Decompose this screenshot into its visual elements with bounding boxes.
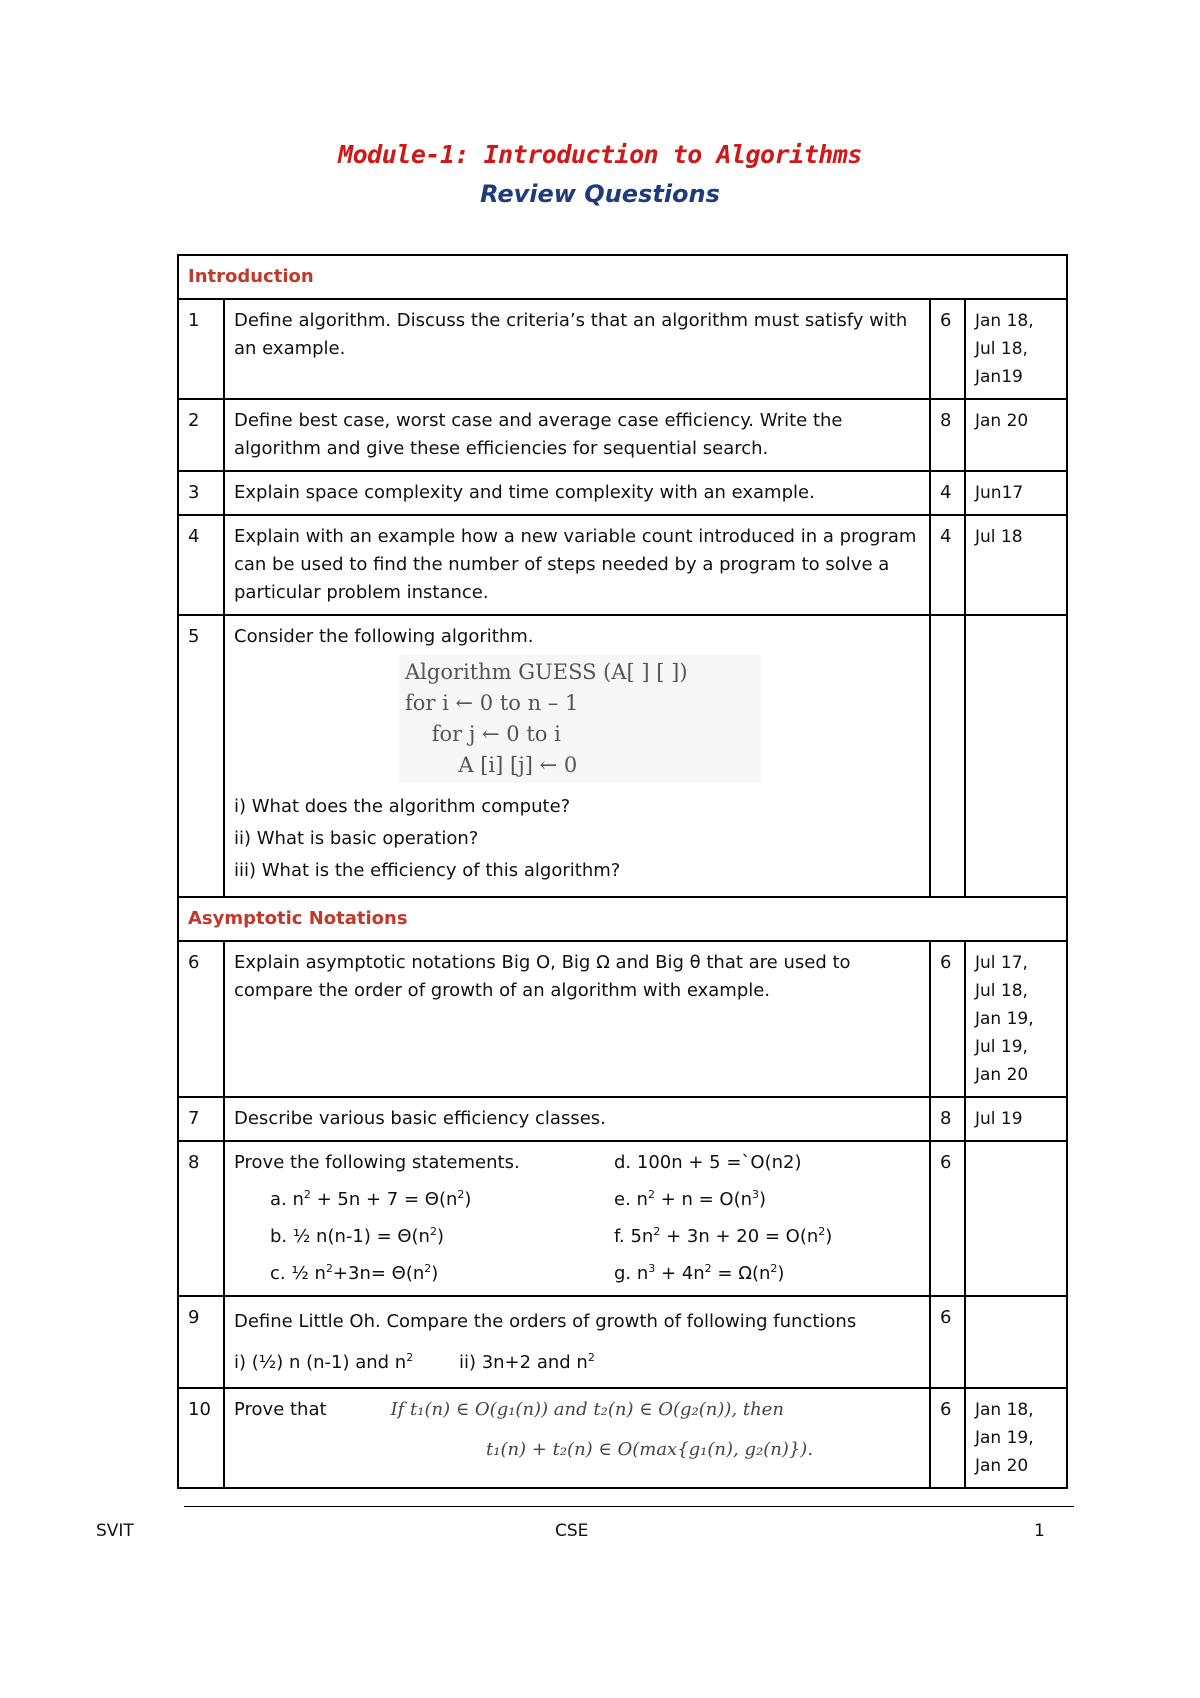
statement-a: a. $n^2 + 5n + 7 = \Theta(n^2)$	[270, 1188, 472, 1210]
question-dates	[965, 1141, 1067, 1296]
algorithm-image	[399, 655, 761, 783]
question-marks	[930, 615, 965, 897]
algorithm-line: for j ← 0 to i	[405, 722, 561, 746]
algorithm-line: A [i] [j] ← 0	[405, 753, 578, 777]
question-cell	[224, 1296, 930, 1388]
question-row	[178, 615, 1067, 897]
question-text: Explain asymptotic notations Big O, Big Ω and Big θ that are used to compare the order of growth of an algorithm with example.	[224, 941, 930, 1097]
exam-date: Jan19	[975, 367, 1023, 387]
theorem-line-2: t₁(n) + t₂(n) ∈ O(max{g₁(n), g₂(n)}).	[486, 1439, 814, 1460]
question-marks: 6	[930, 299, 965, 399]
function-part1: i) (½) n (n-1) and $n^2$	[234, 1351, 414, 1373]
question-row	[178, 399, 1067, 471]
proof-statements	[234, 1149, 920, 1288]
question-dates	[965, 941, 1067, 1097]
questions-table	[177, 254, 1068, 1489]
question-text: Prove that	[234, 1399, 327, 1420]
question-number: 1	[178, 299, 224, 399]
question-number: 7	[178, 1097, 224, 1141]
statement-e: e. $n^2 + n = O(n^3)$	[614, 1188, 767, 1210]
exam-date: Jan 18,	[975, 311, 1034, 331]
exam-date: Jan 19,	[975, 1009, 1034, 1029]
sub-question: iii) What is the efficiency of this algorithm?	[234, 860, 621, 881]
page-subtitle: Review Questions	[480, 180, 720, 208]
question-marks: 6	[930, 1141, 965, 1296]
question-dates	[965, 1388, 1067, 1488]
statement-b: b. ½ $n(n-1) = \Theta(n^2)$	[270, 1225, 445, 1247]
question-cell	[224, 1388, 930, 1488]
question-row	[178, 515, 1067, 615]
exam-date: Jan 20	[975, 1065, 1029, 1085]
statement-g: g. $n^3 + 4n^2 = \Omega(n^2)$	[614, 1262, 785, 1284]
statement-d: d. 100n + 5 =`O(n2)	[614, 1152, 802, 1173]
exam-date: Jun17	[975, 483, 1024, 503]
question-number: 10	[178, 1388, 224, 1488]
exam-date: Jan 19,	[975, 1428, 1034, 1448]
exam-date: Jan 20	[975, 411, 1029, 431]
sub-question: ii) What is basic operation?	[234, 828, 479, 849]
question-marks: 4	[930, 471, 965, 515]
question-row	[178, 1141, 1067, 1296]
algorithm-line: Algorithm GUESS (A[ ] [ ])	[405, 660, 688, 684]
function-part2: ii) 3n+2 and $n^2$	[458, 1351, 595, 1373]
question-dates	[965, 471, 1067, 515]
theorem-line-1: If t₁(n) ∈ O(g₁(n)) and t₂(n) ∈ O(g₂(n)), then	[390, 1399, 784, 1420]
exam-date: Jul 19	[975, 1109, 1023, 1129]
question-dates	[965, 299, 1067, 399]
question-row	[178, 299, 1067, 399]
question-number: 5	[178, 615, 224, 897]
question-dates	[965, 1296, 1067, 1388]
footer-left: SVIT	[96, 1521, 134, 1541]
question-text: Prove the following statements.	[234, 1152, 520, 1173]
question-text: Explain space complexity and time complexity with an example.	[224, 471, 930, 515]
exam-date: Jul 19,	[975, 1037, 1028, 1057]
question-cell	[224, 1141, 930, 1296]
exam-date: Jan 18,	[975, 1400, 1034, 1420]
question-row	[178, 1388, 1067, 1488]
question-row	[178, 941, 1067, 1097]
statement-f: f. $5n^2 + 3n + 20 = O(n^2)$	[614, 1225, 833, 1247]
question-marks: 8	[930, 399, 965, 471]
sub-question: i) What does the algorithm compute?	[234, 796, 571, 817]
question-number: 4	[178, 515, 224, 615]
question-text: Consider the following algorithm.	[234, 626, 534, 647]
question-marks: 6	[930, 1388, 965, 1488]
exam-date: Jul 18	[975, 527, 1023, 547]
question-dates	[965, 1097, 1067, 1141]
question-text: Define best case, worst case and average case efficiency. Write the algorithm and give these efficiencies for sequential search.	[224, 399, 930, 471]
section-heading: Asymptotic Notations	[178, 897, 1067, 941]
question-row	[178, 1296, 1067, 1388]
page-title: Module-1: Introduction to Algorithms	[338, 140, 862, 169]
section-row-asymptotic	[178, 897, 1067, 941]
section-row-introduction	[178, 255, 1067, 299]
page-number: 1	[1034, 1521, 1045, 1541]
exam-date: Jul 18,	[975, 981, 1028, 1001]
section-heading: Introduction	[178, 255, 1067, 299]
question-marks: 4	[930, 515, 965, 615]
question-row	[178, 471, 1067, 515]
statement-c: c. ½ $n^2+3n= \Theta(n^2)$	[270, 1262, 439, 1284]
question-text: Explain with an example how a new variable count introduced in a program can be used to find the number of steps needed by a program to solve a particular problem instance.	[224, 515, 930, 615]
exam-date: Jul 18,	[975, 339, 1028, 359]
question-number: 3	[178, 471, 224, 515]
question-marks: 6	[930, 1296, 965, 1388]
footer-center: CSE	[555, 1521, 589, 1541]
question-text: Define algorithm. Discuss the criteria’s that an algorithm must satisfy with an example.	[224, 299, 930, 399]
question-cell	[224, 615, 930, 897]
question-number: 8	[178, 1141, 224, 1296]
question-text: Describe various basic efficiency classes.	[224, 1097, 930, 1141]
question-number: 9	[178, 1296, 224, 1388]
function-pair	[234, 1344, 920, 1377]
algorithm-line: for i ← 0 to n – 1	[405, 691, 579, 715]
question-dates	[965, 615, 1067, 897]
exam-date: Jul 17,	[975, 953, 1028, 973]
question-number: 2	[178, 399, 224, 471]
question-marks: 6	[930, 941, 965, 1097]
exam-date: Jan 20	[975, 1456, 1029, 1476]
footer-divider	[184, 1506, 1074, 1507]
question-text: Define Little Oh. Compare the orders of growth of following functions	[234, 1311, 857, 1332]
question-marks: 8	[930, 1097, 965, 1141]
question-dates	[965, 515, 1067, 615]
question-number: 6	[178, 941, 224, 1097]
question-dates	[965, 399, 1067, 471]
question-row	[178, 1097, 1067, 1141]
